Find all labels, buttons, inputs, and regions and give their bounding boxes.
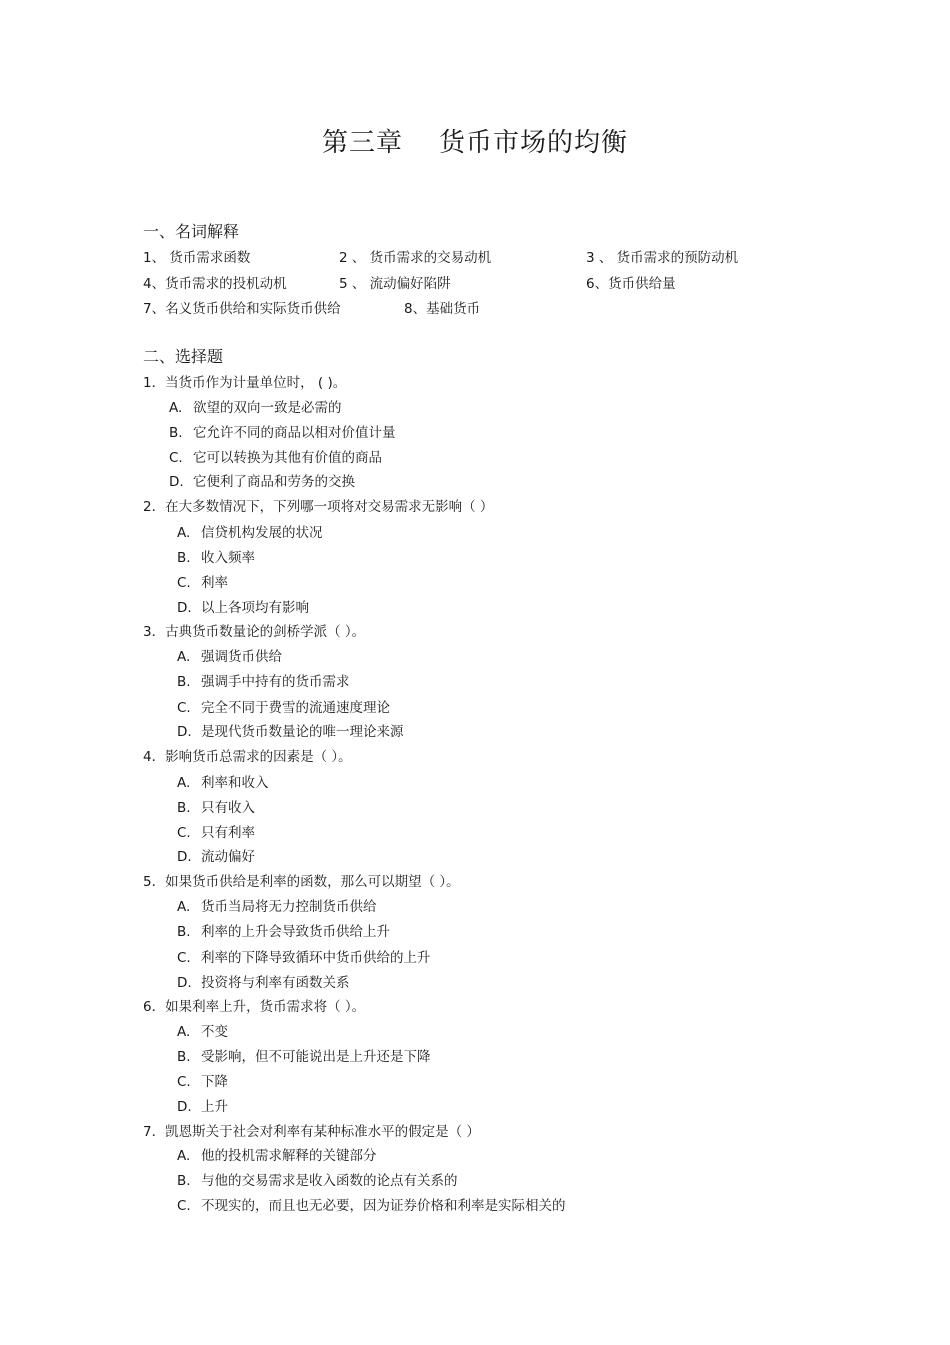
question-7-option-b: B. 与他的交易需求是收入函数的论点有关系的: [177, 1173, 458, 1189]
question-3-option-a: A. 强调货币供给: [177, 649, 282, 665]
term-8: 8、基础货币: [404, 301, 481, 317]
question-6-option-d: D. 上升: [177, 1099, 228, 1115]
question-3-option-b: B. 强调手中持有的货币需求: [177, 674, 350, 690]
question-1-option-c: C. 它可以转换为其他有价值的商品: [169, 450, 382, 466]
term-5: 5 、 流动偏好陷阱: [339, 276, 451, 292]
question-1-stem: 1．当货币作为计量单位时， ( )。: [143, 375, 347, 391]
question-5-option-a: A. 货币当局将无力控制货币供给: [177, 899, 377, 915]
question-3-option-c: C. 完全不同于费雪的流通速度理论: [177, 700, 390, 716]
term-1: 1、 货币需求函数: [143, 250, 251, 266]
chapter-number: 第三章: [321, 128, 403, 158]
question-3-stem: 3．古典货币数量论的剑桥学派（ ）。: [143, 624, 366, 640]
question-6-option-c: C. 下降: [177, 1074, 228, 1090]
question-5-option-b: B. 利率的上升会导致货币供给上升: [177, 924, 390, 940]
question-2-option-b: B. 收入频率: [177, 550, 255, 566]
question-6-stem: 6．如果利率上升，货币需求将（ ）。: [143, 999, 366, 1015]
question-4-option-a: A. 利率和收入: [177, 775, 269, 791]
term-6: 6、货币供给量: [586, 276, 676, 292]
question-2-option-a: A. 信贷机构发展的状况: [177, 525, 323, 541]
section-heading-terms: 一、名词解释: [143, 222, 240, 241]
term-7: 7、名义货币供给和实际货币供给: [143, 301, 341, 317]
question-3-option-d: D. 是现代货币数量论的唯一理论来源: [177, 724, 404, 740]
question-4-stem: 4．影响货币总需求的因素是（ ）。: [143, 749, 352, 765]
page-title: [0, 122, 950, 159]
question-7-option-c: C. 不现实的，而且也无必要，因为证券价格和利率是实际相关的: [177, 1198, 566, 1214]
chapter-name: 货币市场的均衡: [439, 128, 629, 158]
question-1-option-d: D. 它便利了商品和劳务的交换: [169, 474, 355, 490]
question-7-option-a: A. 他的投机需求解释的关键部分: [177, 1148, 377, 1164]
term-2: 2 、 货币需求的交易动机: [339, 250, 492, 266]
question-2-option-c: C. 利率: [177, 575, 228, 591]
question-5-option-c: C. 利率的下降导致循环中货币供给的上升: [177, 950, 431, 966]
question-4-option-c: C. 只有利率: [177, 825, 255, 841]
question-4-option-b: B. 只有收入: [177, 800, 255, 816]
question-7-stem: 7．凯恩斯关于社会对利率有某种标准水平的假定是（ ）: [143, 1124, 480, 1140]
question-6-option-b: B. 受影响，但不可能说出是上升还是下降: [177, 1049, 431, 1065]
question-4-option-d: D. 流动偏好: [177, 849, 255, 865]
question-2-stem: 2．在大多数情况下，下列哪一项将对交易需求无影响（ ）: [143, 499, 494, 515]
question-1-option-a: A. 欲望的双向一致是必需的: [169, 400, 342, 416]
question-6-option-a: A. 不变: [177, 1024, 228, 1040]
question-1-option-b: B. 它允许不同的商品以相对价值计量: [169, 425, 396, 441]
term-4: 4、货币需求的投机动机: [143, 276, 287, 292]
question-5-option-d: D. 投资将与利率有函数关系: [177, 975, 350, 991]
term-3: 3 、 货币需求的预防动机: [586, 250, 739, 266]
section-heading-choice: 二、选择题: [143, 347, 224, 366]
question-2-option-d: D. 以上各项均有影响: [177, 600, 309, 616]
question-5-stem: 5．如果货币供给是利率的函数，那么可以期望（ ）。: [143, 874, 460, 890]
